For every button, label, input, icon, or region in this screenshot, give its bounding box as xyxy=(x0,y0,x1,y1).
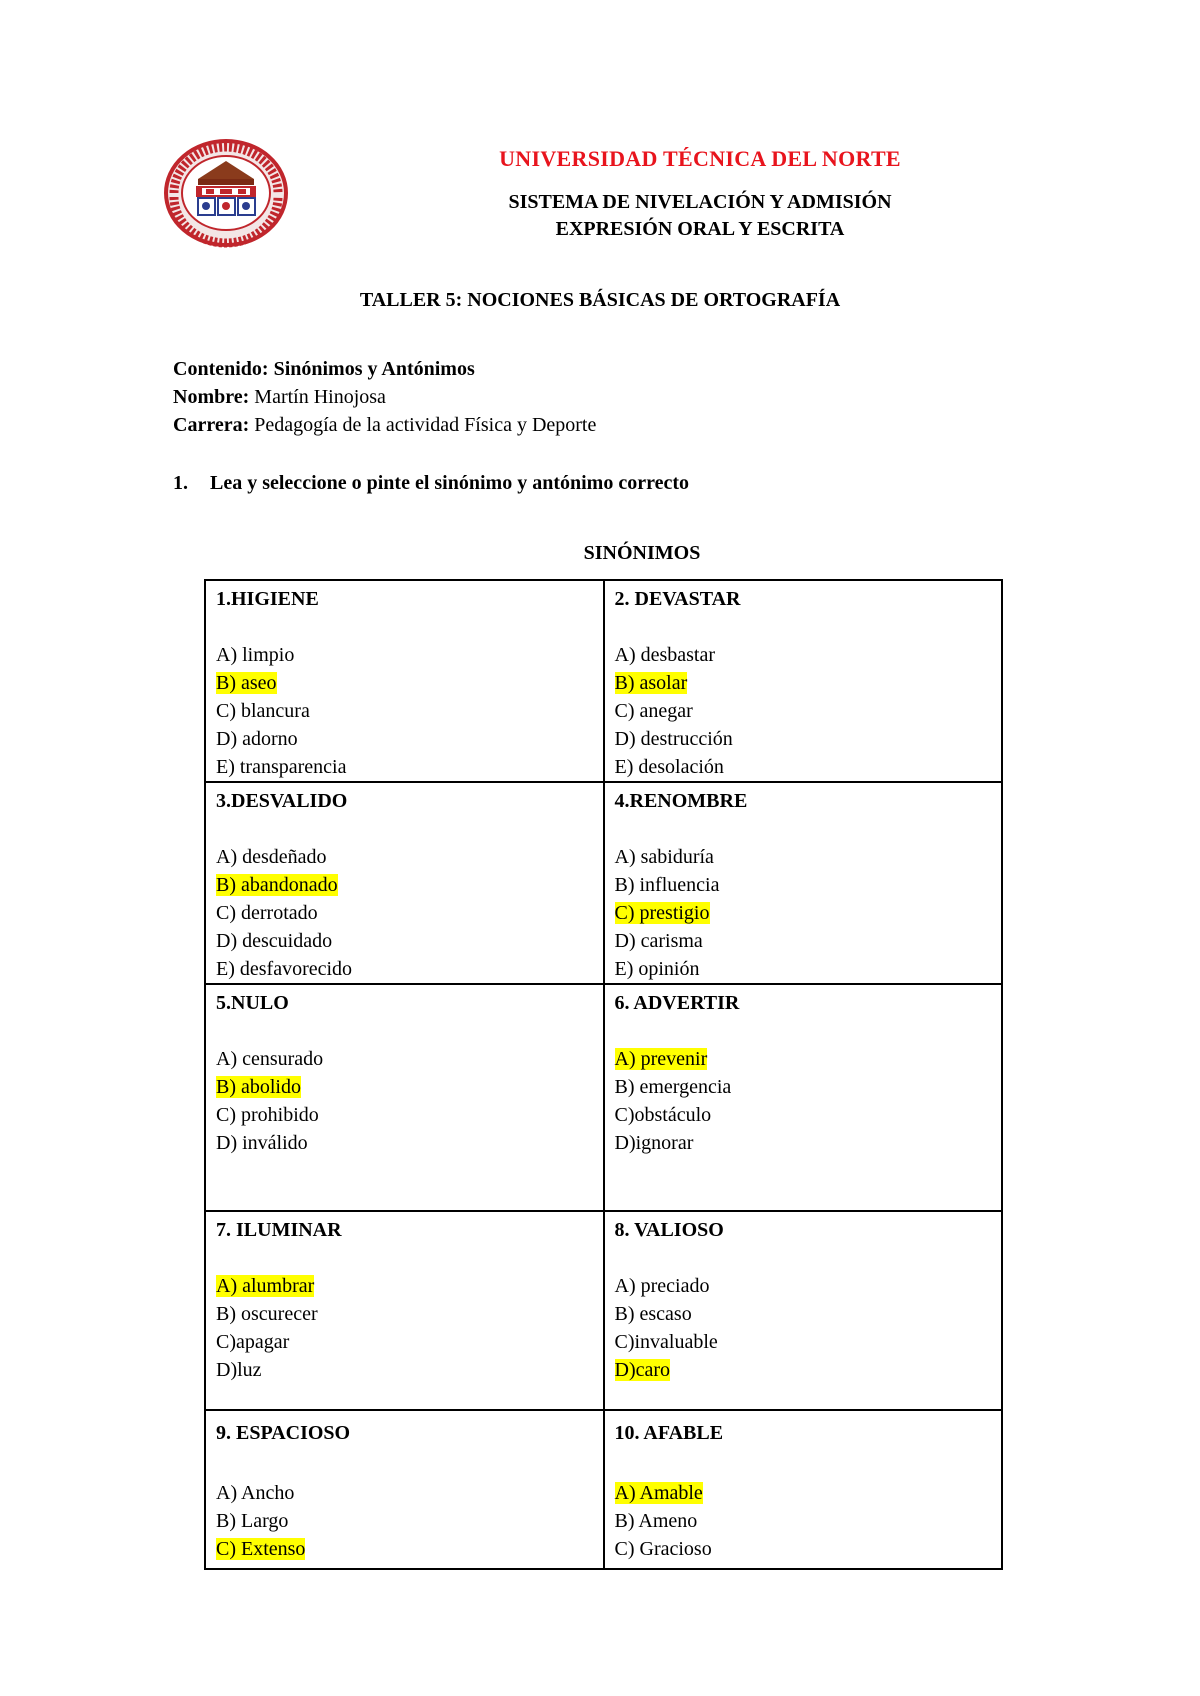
option-line xyxy=(216,1101,593,1129)
question-title: 4.RENOMBRE xyxy=(614,790,748,812)
question-cell xyxy=(604,580,1003,782)
question-cell xyxy=(604,984,1003,1211)
option-line xyxy=(615,1045,992,1073)
selected-option[interactable]: B) abolido xyxy=(216,1076,301,1098)
contenido-line xyxy=(173,358,475,381)
question-cell xyxy=(205,1211,604,1410)
option-line xyxy=(615,1356,992,1384)
option[interactable]: B) influencia xyxy=(614,874,720,896)
option-line xyxy=(216,1300,593,1328)
option-line xyxy=(615,1073,992,1101)
option-line xyxy=(216,1535,593,1563)
option-line xyxy=(216,1073,593,1101)
option[interactable]: D) descuidado xyxy=(216,930,333,952)
question-title: 7. ILUMINAR xyxy=(216,1219,342,1241)
selected-option[interactable]: A) prevenir xyxy=(614,1048,708,1070)
question-title: 3.DESVALIDO xyxy=(216,790,348,812)
synonyms-table xyxy=(204,579,1003,1570)
carrera-label: Carrera: xyxy=(173,414,250,436)
option-line xyxy=(216,843,593,871)
option[interactable]: C) derrotado xyxy=(216,902,318,924)
option-line xyxy=(615,1101,992,1129)
selected-option[interactable]: C) prestigio xyxy=(614,902,710,924)
option-line xyxy=(615,927,992,955)
option[interactable]: E) transparencia xyxy=(216,756,347,778)
option-line xyxy=(615,697,992,725)
question-title: 1.HIGIENE xyxy=(216,588,319,610)
option-line xyxy=(615,843,992,871)
question-title: 2. DEVASTAR xyxy=(614,588,741,610)
option-line xyxy=(216,1328,593,1356)
option-line xyxy=(615,1479,992,1507)
option[interactable]: D)ignorar xyxy=(614,1132,694,1154)
table-row xyxy=(205,1211,1002,1410)
selected-option[interactable]: B) aseo xyxy=(216,672,277,694)
carrera-line xyxy=(173,414,596,437)
option-line xyxy=(216,697,593,725)
question-cell xyxy=(205,1410,604,1569)
nombre-label: Nombre: xyxy=(173,386,250,408)
option[interactable]: E) opinión xyxy=(614,958,700,980)
question-cell xyxy=(604,1410,1003,1569)
selected-option[interactable]: B) asolar xyxy=(614,672,688,694)
contenido-value: Sinónimos y Antónimos xyxy=(273,358,475,380)
option[interactable]: B) oscurecer xyxy=(216,1303,318,1325)
option-line xyxy=(615,641,992,669)
option[interactable]: C) blancura xyxy=(216,700,310,722)
option[interactable]: B) Ameno xyxy=(614,1510,698,1532)
system-name: SISTEMA DE NIVELACIÓN Y ADMISIÓN xyxy=(508,191,892,213)
option-line xyxy=(615,725,992,753)
option[interactable]: C) anegar xyxy=(614,700,693,722)
option[interactable]: E) desfavorecido xyxy=(216,958,353,980)
option[interactable]: A) censurado xyxy=(216,1048,324,1070)
nombre-value: Martín Hinojosa xyxy=(254,386,386,408)
option-line xyxy=(216,1129,593,1157)
selected-option[interactable]: A) alumbrar xyxy=(216,1275,315,1297)
option-line xyxy=(216,669,593,697)
option-line xyxy=(615,669,992,697)
option-line xyxy=(216,641,593,669)
option[interactable]: D) destrucción xyxy=(614,728,733,750)
option-line xyxy=(216,899,593,927)
option[interactable]: D) carisma xyxy=(614,930,703,952)
selected-option[interactable]: A) Amable xyxy=(614,1482,703,1504)
option-line xyxy=(615,955,992,983)
option[interactable]: E) desolación xyxy=(614,756,724,778)
option-line xyxy=(216,955,593,983)
option[interactable]: D) adorno xyxy=(216,728,298,750)
section-title: SINÓNIMOS xyxy=(583,542,701,564)
option-line xyxy=(216,927,593,955)
option-line xyxy=(615,753,992,781)
nombre-line xyxy=(173,386,386,409)
option[interactable]: A) limpio xyxy=(216,644,295,666)
option[interactable]: A) desdeñado xyxy=(216,846,327,868)
option-line xyxy=(216,871,593,899)
contenido-label: Contenido: xyxy=(173,358,269,380)
option[interactable]: C)invaluable xyxy=(614,1331,718,1353)
option[interactable]: A) Ancho xyxy=(216,1482,295,1504)
table-row xyxy=(205,580,1002,782)
option-line xyxy=(615,1535,992,1563)
option[interactable]: D) inválido xyxy=(216,1132,308,1154)
option-line xyxy=(216,753,593,781)
option-line xyxy=(615,1507,992,1535)
option[interactable]: D)luz xyxy=(216,1359,262,1381)
option-line xyxy=(615,1129,992,1157)
option-line xyxy=(615,1272,992,1300)
university-name: UNIVERSIDAD TÉCNICA DEL NORTE xyxy=(499,146,901,171)
option-line xyxy=(216,1356,593,1384)
question-cell xyxy=(604,782,1003,984)
option[interactable]: C) prohibido xyxy=(216,1104,319,1126)
option[interactable]: A) sabiduría xyxy=(614,846,714,868)
option[interactable]: C)apagar xyxy=(216,1331,290,1353)
question-title: 10. AFABLE xyxy=(614,1422,724,1444)
option-line xyxy=(216,725,593,753)
option[interactable]: A) preciado xyxy=(614,1275,710,1297)
question-title: 8. VALIOSO xyxy=(614,1219,724,1241)
selected-option[interactable]: B) abandonado xyxy=(216,874,338,896)
university-logo-icon xyxy=(162,137,290,249)
option-line xyxy=(216,1045,593,1073)
selected-option[interactable]: C) Extenso xyxy=(216,1538,306,1560)
option[interactable]: B) Largo xyxy=(216,1510,289,1532)
table-row xyxy=(205,1410,1002,1569)
question-cell xyxy=(205,782,604,984)
question-cell xyxy=(205,580,604,782)
option[interactable]: B) escaso xyxy=(614,1303,692,1325)
option-line xyxy=(216,1507,593,1535)
selected-option[interactable]: D)caro xyxy=(614,1359,671,1381)
option-line xyxy=(615,899,992,927)
course-name: EXPRESIÓN ORAL Y ESCRITA xyxy=(555,218,845,240)
option[interactable]: C)obstáculo xyxy=(614,1104,712,1126)
question-cell xyxy=(205,984,604,1211)
option-line xyxy=(615,1300,992,1328)
question-title: 5.NULO xyxy=(216,992,289,1014)
question-cell xyxy=(604,1211,1003,1410)
table-row xyxy=(205,782,1002,984)
question-title: 9. ESPACIOSO xyxy=(216,1422,351,1444)
option[interactable]: A) desbastar xyxy=(614,644,716,666)
carrera-value: Pedagogía de la actividad Física y Deporte xyxy=(254,414,597,436)
option-line xyxy=(216,1479,593,1507)
workshop-title: TALLER 5: NOCIONES BÁSICAS DE ORTOGRAFÍA xyxy=(359,289,841,311)
option[interactable]: B) emergencia xyxy=(614,1076,732,1098)
instruction xyxy=(173,472,689,495)
table-row xyxy=(205,984,1002,1211)
question-title: 6. ADVERTIR xyxy=(614,992,740,1014)
option[interactable]: C) Gracioso xyxy=(614,1538,712,1560)
option-line xyxy=(615,871,992,899)
instruction-text: Lea y seleccione o pinte el sinónimo y antónimo correcto xyxy=(210,472,690,494)
option-line xyxy=(615,1328,992,1356)
instruction-number: 1. xyxy=(173,472,188,494)
option-line xyxy=(216,1272,593,1300)
